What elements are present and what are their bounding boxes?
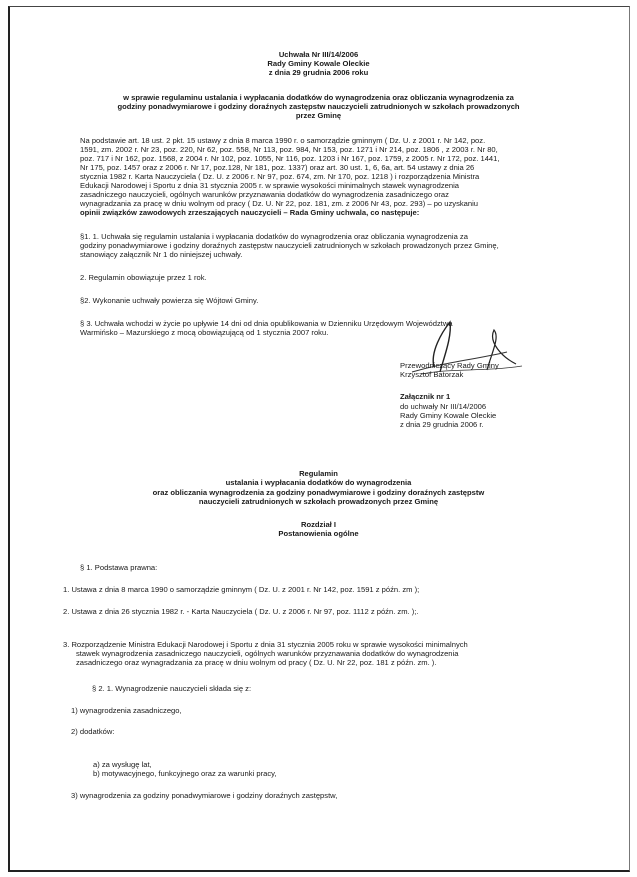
attachment-date: z dnia 29 grudnia 2006 r.	[400, 420, 484, 429]
council-name: Rady Gminy Kowale Oleckie	[267, 59, 370, 68]
basis-line: Edukacji Narodowej i Sportu z dnia 31 stycznia 2005 r. w sprawie wysokości minimalnych stawek wynagrodzenia	[80, 181, 460, 190]
basis-line: Nr 175, poz. 1457 oraz z 2006 r. Nr 17, poz.128, Nr 181, poz. 1337) oraz art. 30 ust. 1, 6, 6a, art. 54 ustawy z dnia 26	[80, 163, 475, 172]
salary-subitem: a) za wysługę lat,	[93, 760, 152, 769]
section2-heading: § 2. 1. Wynagrodzenie nauczycieli składa się z:	[92, 684, 252, 693]
par1-line: godziny ponadwymiarowe i godziny doraźnych zastępstw nauczycieli zatrudnionych w szkołach prowadzonych przez Gminę,	[80, 241, 499, 250]
par2: §2. Wykonanie uchwały powierza się Wójtowi Gminy.	[80, 296, 259, 305]
regulamin-line: nauczycieli zatrudnionych w szkołach prowadzonych przez Gminę	[198, 497, 439, 506]
regulamin-line: oraz obliczania wynagrodzenia za godziny ponadwymiarowe i godziny doraźnych zastępstw	[152, 488, 485, 497]
regulamin-title: Regulamin	[299, 469, 338, 478]
par3-line: § 3. Uchwała wchodzi w życie po upływie 14 dni od dnia opublikowania w Dzienniku Urzędowym Województwa	[80, 319, 453, 328]
basis-line: poz. 717 i Nr 162, poz. 1568, z 2004 r. Nr 102, poz. 1055, Nr 116, poz. 1203 i Nr 167, poz. 1759, z 2005 r. Nr 172, poz. 1441,	[80, 154, 500, 163]
section1-heading: § 1. Podstawa prawna:	[80, 563, 158, 572]
resolution-number: Uchwała Nr III/14/2006	[278, 50, 359, 59]
chapter-title: Postanowienia ogólne	[278, 529, 359, 538]
basis-line: Na podstawie art. 18 ust. 2 pkt. 15 ustawy z dnia 8 marca 1990 r. o samorządzie gminnym ( Dz. U. z 2001 r. Nr 142, poz.	[80, 136, 486, 145]
basis-line: 1591, zm. 2002 r. Nr 23, poz. 220, Nr 62, poz. 558, Nr 113, poz. 984, Nr 153, poz. 1271 i Nr 214, poz. 1806 , z 2003 r. Nr 80,	[80, 145, 498, 154]
salary-item: 1) wynagrodzenia zasadniczego,	[71, 706, 182, 715]
legal-basis-item: 2. Ustawa z dnia 26 stycznia 1982 r. - Karta Nauczyciela ( Dz. U. z 2006 r. Nr 97, poz. 1112 z późn. zm. );.	[63, 607, 419, 616]
basis-line: opinii związków zawodowych zrzeszających nauczycieli – Rada Gminy uchwala, co następuje:	[80, 208, 420, 217]
chapter-number: Rozdział I	[300, 520, 337, 529]
subject-line-1: w sprawie regulaminu ustalania i wypłacania dodatków do wynagrodzenia oraz obliczania wynagrodzenia za	[123, 93, 514, 102]
salary-item: 2) dodatków:	[71, 727, 115, 736]
attachment-council: Rady Gminy Kowale Oleckie	[400, 411, 497, 420]
signatory-name: Krzysztof Batorzak	[400, 370, 464, 379]
legal-basis-item: 1. Ustawa z dnia 8 marca 1990 o samorządzie gminnym ( Dz. U. z 2001 r. Nr 142, poz. 1591 z późn. zm );	[63, 585, 420, 594]
legal-basis-item: 3. Rozporządzenie Ministra Edukacji Narodowej i Sportu z dnia 31 stycznia 2005 roku w sprawie wysokości minimalnych	[63, 640, 468, 649]
basis-line: stycznia 1982 r. Karta Nauczyciela ( Dz. U. z 2006 r. Nr 97, poz. 674, zm. Nr 170, poz. 1218 ) i rozporządzenia Ministra	[80, 172, 480, 181]
par1-line: §1. 1. Uchwała się regulamin ustalania i wypłacania dodatków do wynagrodzenia oraz obliczania wynagrodzenia za	[80, 232, 468, 241]
signatory-title: Przewodniczący Rady Gminy	[400, 361, 499, 370]
resolution-date: z dnia 29 grudnia 2006 roku	[268, 68, 369, 77]
legal-basis-item: stawek wynagrodzenia zasadniczego nauczycieli, ogólnych warunków przyznawania dodatków do wynagrodzenia	[76, 649, 459, 658]
basis-line: wynagradzania za pracę w dniu wolnym od pracy ( Dz. U. Nr 22, poz. 181, zm. z 2006 Nr 43, poz. 293) – po uzyskaniu	[80, 199, 479, 208]
subject-line-3: przez Gminę	[295, 111, 342, 120]
par3-line: Warmińsko – Mazurskiego z mocą obowiązującą od 1 stycznia 2007 roku.	[80, 328, 329, 337]
subject-line-2: godziny ponadwymiarowe i godziny doraźnych zastępstw nauczycieli zatrudnionych w szkołach prowadzonych	[117, 102, 520, 111]
par1-line: stanowiący załącznik Nr 1 do niniejszej uchwały.	[80, 250, 243, 259]
salary-subitem: b) motywacyjnego, funkcyjnego oraz za warunki pracy,	[93, 769, 277, 778]
basis-line: zasadniczego nauczycieli, ogólnych warunków przyznawania dodatków do wynagrodzenia zasadniczego oraz	[80, 190, 449, 199]
regulamin-line: ustalania i wypłacania dodatków do wynagrodzenia	[225, 478, 412, 487]
attachment-label: Załącznik nr 1	[400, 392, 451, 401]
par1-point-2: 2. Regulamin obowiązuje przez 1 rok.	[80, 273, 207, 282]
attachment-ref: do uchwały Nr III/14/2006	[400, 402, 487, 411]
legal-basis-item: zasadniczego oraz wynagradzania za pracę w dniu wolnym od pracy ( Dz. U. Nr 22, poz. 181 z późn. zm. ).	[76, 658, 437, 667]
salary-item: 3) wynagrodzenia za godziny ponadwymiarowe i godziny doraźnych zastępstw,	[71, 791, 338, 800]
